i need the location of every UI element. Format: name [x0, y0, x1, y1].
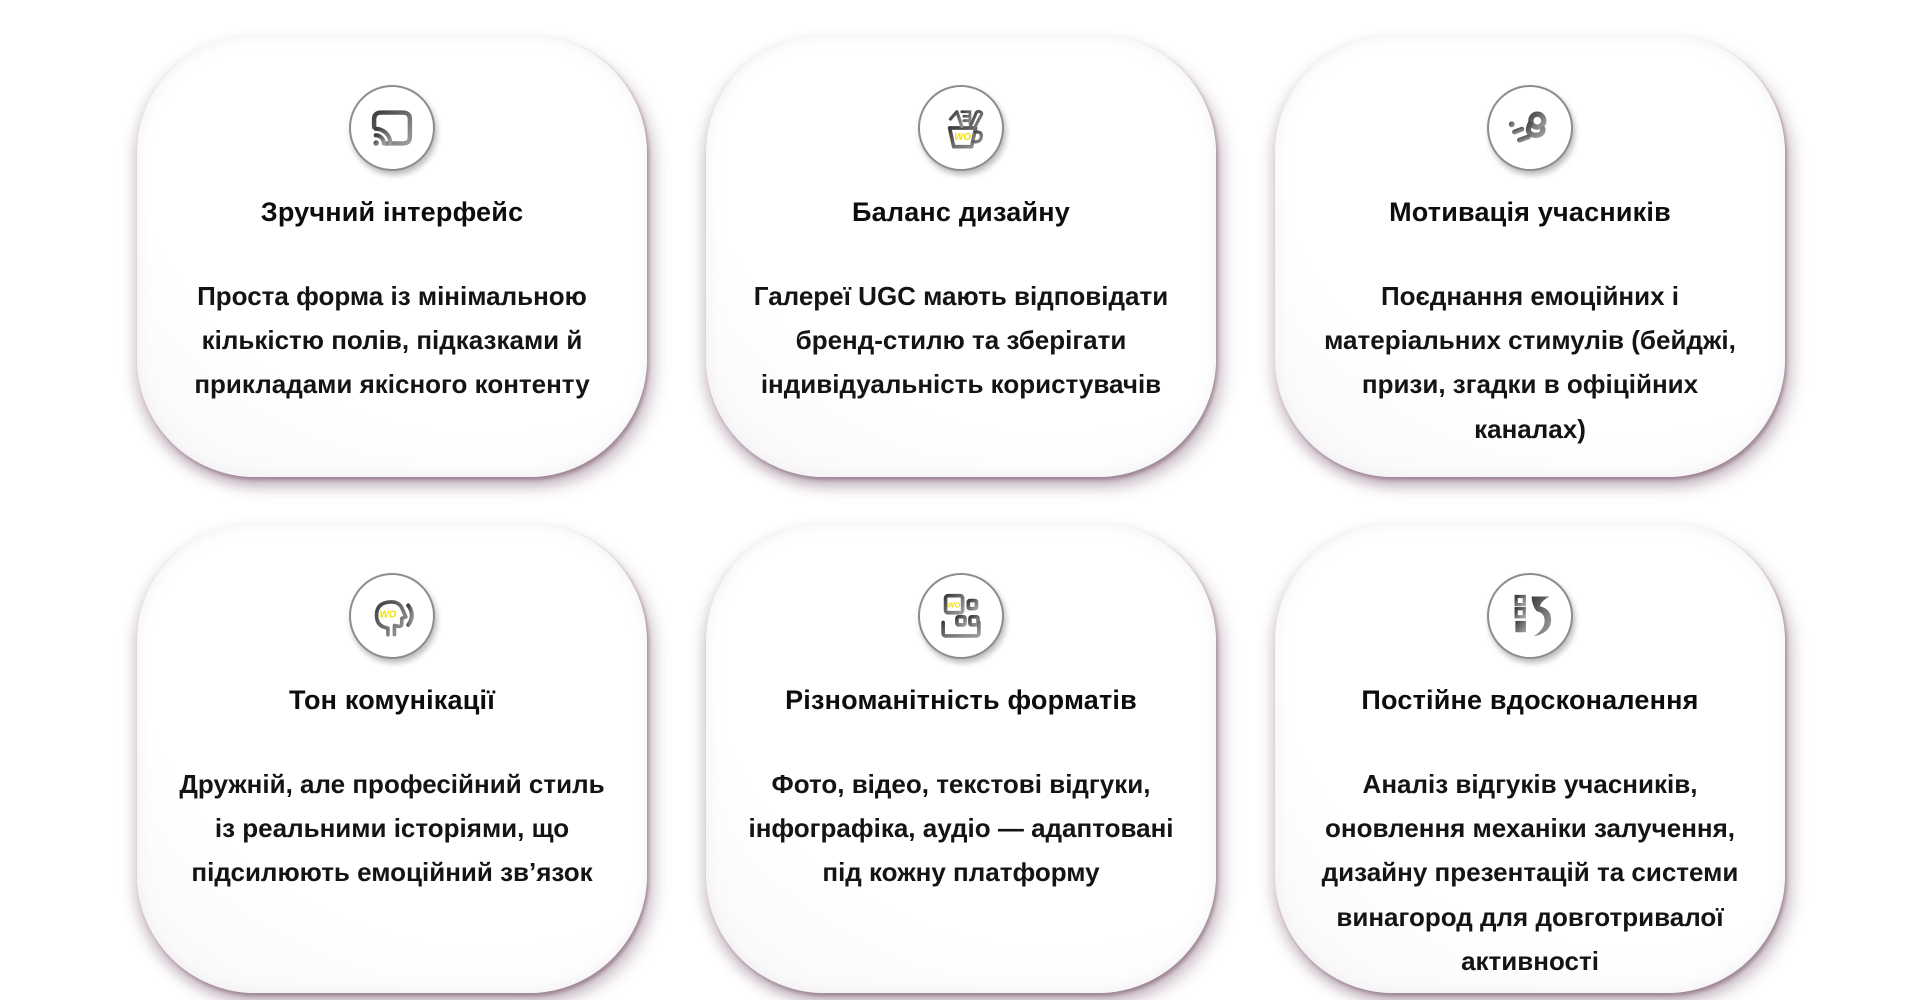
brand-logo-mark: WO	[954, 132, 972, 144]
card-title: Мотивація учасників	[1389, 197, 1671, 227]
card-body: Фото, відео, текстові відгуки, інфографіка, аудіо — адаптовані під кожну платформу	[748, 769, 1174, 888]
comet-icon	[1487, 85, 1573, 171]
improvement-cycle-icon	[1487, 573, 1573, 659]
card-communication-tone	[137, 523, 647, 993]
design-tools-mug-icon	[918, 85, 1004, 171]
card-title: Зручний інтерфейс	[260, 197, 524, 227]
cast-screen-icon	[349, 85, 435, 171]
card-title: Баланс дизайну	[852, 197, 1070, 227]
card-body: Галереї UGC мають відповідати бренд-стилю та зберігати індивідуальність користувачів	[753, 281, 1169, 400]
card-continuous-improvement	[1275, 523, 1785, 993]
card-title: Тон комунікації	[288, 685, 496, 715]
brand-logo-mark: WO	[947, 600, 961, 610]
feature-cards-grid	[137, 35, 1785, 993]
card-design-balance	[706, 35, 1216, 477]
card-participant-motivation	[1275, 35, 1785, 477]
card-title: Постійне вдосконалення	[1361, 685, 1699, 715]
card-title: Різноманітність форматів	[785, 685, 1137, 715]
brand-logo-mark: WO	[379, 609, 397, 621]
card-body: Дружній, але професійний стиль із реальними історіями, що підсилюють емоційний зв’язок	[179, 769, 605, 888]
card-body: Аналіз відгуків учасників, оновлення механіки залучення, дизайну презентацій та системи винагород для довготривалої активності	[1321, 769, 1739, 976]
card-format-variety	[706, 523, 1216, 993]
card-convenient-interface	[137, 35, 647, 477]
content-formats-icon	[918, 573, 1004, 659]
talking-head-icon	[349, 573, 435, 659]
card-body: Проста форма із мінімальною кількістю полів, підказками й прикладами якісного контенту	[194, 281, 590, 400]
card-body: Поєднання емоційних і матеріальних стимулів (бейджі, призи, згадки в офіційних каналах)	[1324, 281, 1736, 444]
